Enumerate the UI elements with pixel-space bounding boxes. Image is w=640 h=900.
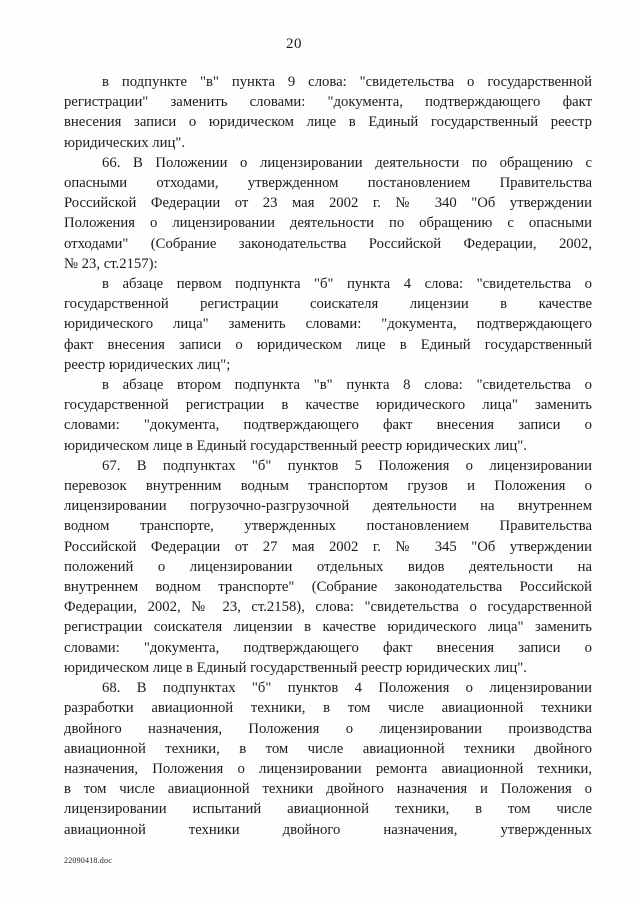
text-line: 66. В Положении о лицензировании деятельности по обращению с (102, 154, 592, 171)
text-line: опасными отходами, утвержденном постановлением Правительства (64, 175, 592, 192)
text-line: внутреннем водном транспорте" (Собрание законодательства Российской (64, 579, 592, 596)
text-line: внесения записи о юридическом лице в Единый государственный реестр (64, 114, 592, 131)
paragraph (64, 153, 592, 274)
document-body (64, 72, 592, 840)
paragraph (64, 274, 592, 375)
text-line: авиационной техники, в том числе авиационной техники двойного (64, 740, 592, 757)
page-number: 20 (286, 36, 302, 52)
text-line: разработки авиационной техники, в том числе авиационной техники (64, 700, 592, 717)
text-line: в абзаце первом подпункта "б" пункта 4 слова: "свидетельства о (102, 276, 592, 293)
text-line: в подпункте "в" пункта 9 слова: "свидетельства о государственной (102, 74, 592, 90)
paragraph (64, 375, 592, 456)
text-line: отходами" (Собрание законодательства Российской Федерации, 2002, (64, 235, 592, 252)
text-line: юридическом лице в Единый государственный реестр юридических лиц". (64, 437, 527, 454)
document-filename-footer: 22090418.doc (64, 856, 112, 865)
text-line: Положения о лицензировании деятельности по обращению с опасными (64, 215, 592, 232)
text-line: в том числе авиационной техники двойного назначения и Положения о (64, 781, 592, 798)
text-line: в абзаце втором подпункта "в" пункта 8 слова: "свидетельства о (102, 377, 592, 394)
text-line: водном транспорте, утвержденных постановлением Правительства (64, 518, 592, 535)
paragraph (64, 72, 592, 153)
text-line: 68. В подпунктах "б" пунктов 4 Положения о лицензировании (102, 680, 592, 697)
text-line: Российской Федерации от 23 мая 2002 г. № 340 "Об утверждении (64, 195, 592, 212)
text-line: факт внесения записи о юридическом лице в Единый государственный (64, 336, 592, 353)
text-line: словами: "документа, подтверждающего факт внесения записи о (64, 639, 592, 656)
text-line: назначения, Положения о лицензировании ремонта авиационной техники, (64, 760, 592, 777)
text-line: Федерации, 2002, № 23, ст.2158), слова: "свидетельства о государственной (64, 599, 592, 616)
text-line: реестр юридических лиц"; (64, 356, 231, 373)
text-line: Российской Федерации от 27 мая 2002 г. № 345 "Об утверждении (64, 538, 592, 555)
text-line: перевозок внутренним водным транспортом грузов и Положения о (64, 478, 592, 495)
text-line: регистрации соискателя лицензии в качестве юридического лица" заменить (64, 619, 592, 636)
text-line: авиационной техники двойного назначения, утвержденных (64, 821, 592, 838)
text-line: регистрации" заменить словами: "документа, подтверждающего факт (64, 94, 592, 111)
text-line: двойного назначения, Положения о лицензировании производства (64, 720, 592, 737)
text-line: государственной регистрации соискателя лицензии в качестве (64, 296, 592, 313)
paragraph (64, 678, 592, 840)
text-line: 67. В подпунктах "б" пунктов 5 Положения о лицензировании (102, 457, 592, 474)
text-line: юридическом лице в Единый государственный реестр юридических лиц". (64, 659, 527, 676)
text-line: положений о лицензировании отдельных видов деятельности на (64, 558, 592, 575)
text-line: лицензировании погрузочно-разгрузочной деятельности на внутреннем (64, 498, 592, 515)
text-line: государственной регистрации в качестве юридического лица" заменить (64, 397, 592, 414)
text-line: юридического лица" заменить словами: "документа, подтверждающего (64, 316, 592, 333)
text-line: № 23, ст.2157): (64, 255, 158, 272)
text-line: юридических лиц". (64, 134, 186, 151)
text-line: словами: "документа, подтверждающего факт внесения записи о (64, 417, 592, 434)
paragraph (64, 456, 592, 678)
text-line: лицензировании испытаний авиационной техники, в том числе (64, 801, 592, 818)
